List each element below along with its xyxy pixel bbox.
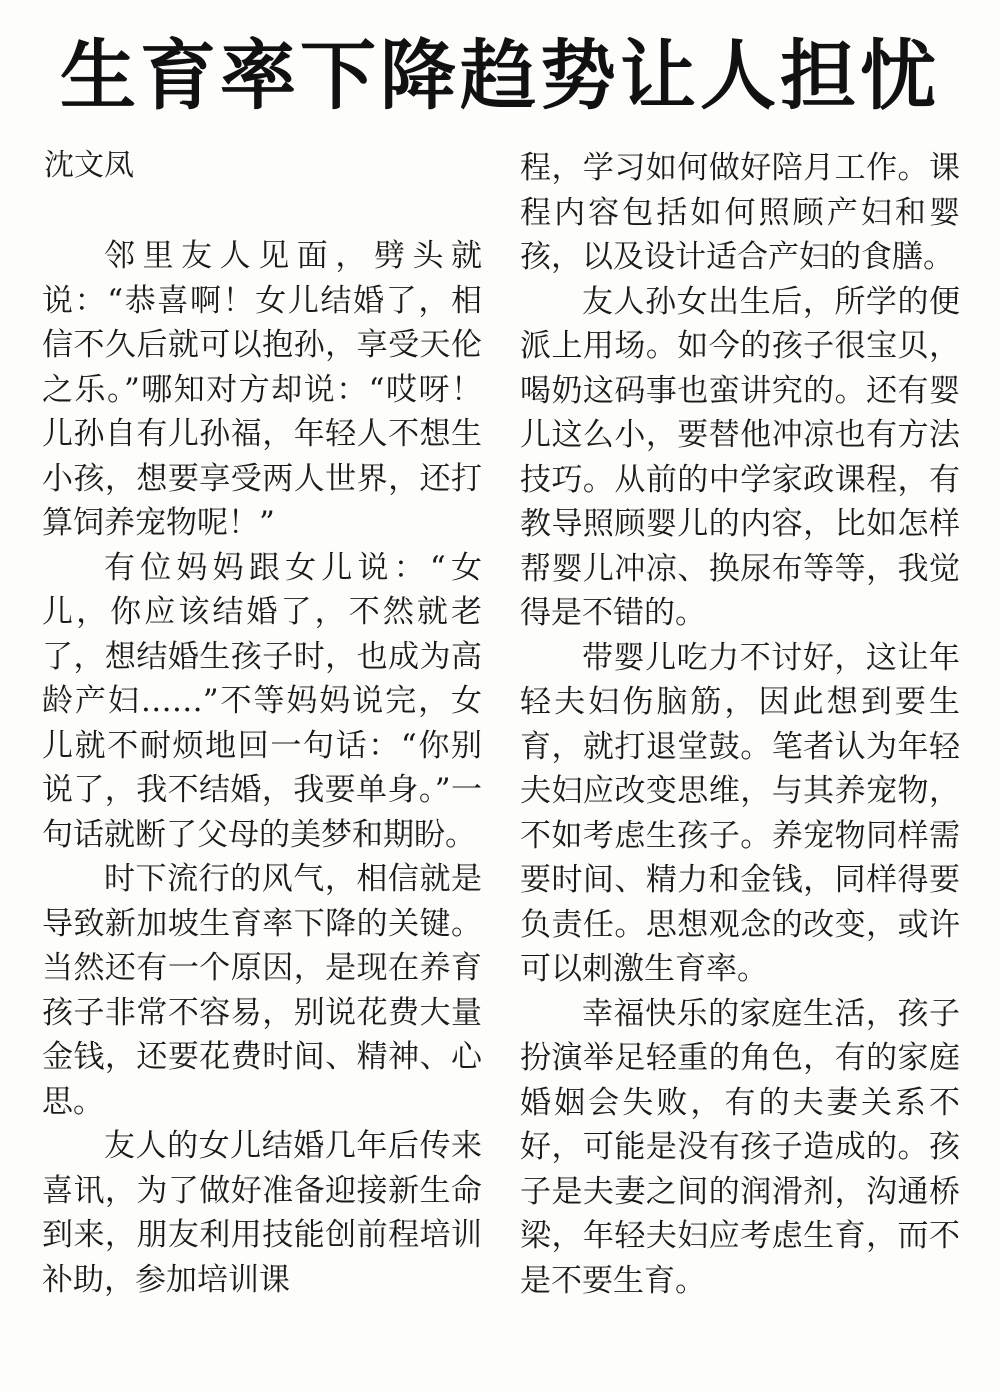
article-byline: 沈文凤 xyxy=(44,148,134,183)
paragraph: 有位妈妈跟女儿说：“女儿，你应该结婚了，不然就老了，想结婚生孩子时，也成为高龄产妇……”不等妈妈说完，女儿就不耐烦地回一句话：“你别说了，我不结婚，我要单身。”一句话就断了父母的美梦和期盼。 xyxy=(42,549,482,853)
article-column-right xyxy=(520,146,960,1303)
paragraph: 邻里友人见面，劈头就说：“恭喜啊！女儿结婚了，相信不久后就可以抱孙，享受天伦之乐。”哪知对方却说：“哎呀！儿孙自有儿孙福，年轻人不想生小孩，想要享受两人世界，还打算饲养宠物呢！” xyxy=(42,238,482,541)
paragraph: 时下流行的风气，相信就是导致新加坡生育率下降的关键。当然还有一个原因，是现在养育孩子非常不容易，别说花费大量金钱，还要花费时间、精神、心思。 xyxy=(42,861,482,1120)
paragraph: 带婴儿吃力不讨好，这让年轻夫妇伤脑筋，因此想到要生育，就打退堂鼓。笔者认为年轻夫妇应改变思维，与其养宠物，不如考虑生孩子。养宠物同样需要时间、精力和金钱，同样得要负责任。思想观念的改变，或许可以刺激生育率。 xyxy=(520,639,960,987)
paragraph-continued: 程，学习如何做好陪月工作。课程内容包括如何照顾产妇和婴孩，以及设计适合产妇的食膳。 xyxy=(520,150,960,275)
article-headline: 生育率下降趋势让人担忧 xyxy=(60,31,940,120)
paragraph: 友人的女儿结婚几年后传来喜讯，为了做好准备迎接新生命到来，朋友利用技能创前程培训补助，参加培训课 xyxy=(42,1128,482,1298)
paragraph: 友人孙女出生后，所学的便派上用场。如今的孩子很宝贝，喝奶这码事也蛮讲究的。还有婴儿这么小，要替他冲凉也有方法技巧。从前的中学家政课程，有教导照顾婴儿的内容，比如怎样帮婴儿冲凉、换尿布等等，我觉得是不错的。 xyxy=(520,283,960,631)
paragraph: 幸福快乐的家庭生活，孩子扮演举足轻重的角色，有的家庭婚姻会失败，有的夫妻关系不好，可能是没有孩子造成的。孩子是夫妻之间的润滑剂，沟通桥梁，年轻夫妇应考虑生育，而不是不要生育。 xyxy=(520,995,960,1299)
article-column-left xyxy=(42,234,482,1302)
